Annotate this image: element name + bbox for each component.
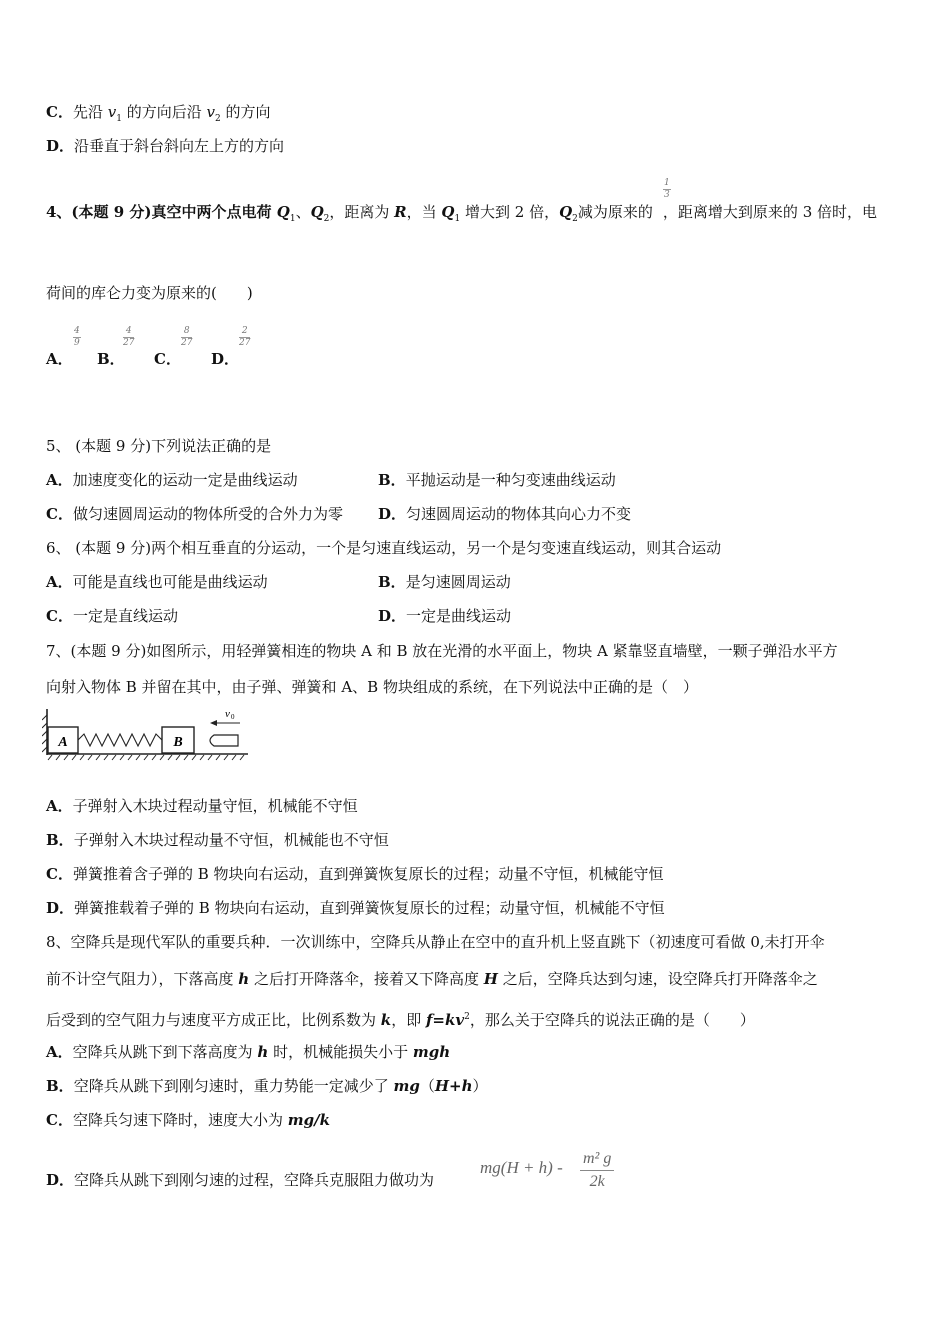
q8-option-d-fraction: m² g 2k (580, 1148, 614, 1193)
spring (78, 734, 162, 746)
q7-option-a: A．子弹射入木块过程动量守恒，机械能不守恒 (46, 797, 358, 815)
q8-option-c: C．空降兵匀速下降时，速度大小为 mg/k (46, 1111, 330, 1129)
q8-stem-line2: 前不计空气阻力），下落高度 h 之后打开降落伞，接着又下降高度 H 之后，空降兵达到匀速，设空降兵打开降落伞之 (46, 970, 818, 988)
velocity-subscript: 0 (231, 713, 235, 721)
q5-option-b: B．平抛运动是一种匀变速曲线运动 (378, 471, 616, 489)
q4-option-a-fraction: $\frac{4}{9}$ (74, 326, 80, 348)
q5-option-c: C．做匀速圆周运动的物体所受的合外力为零 (46, 505, 343, 523)
q8-stem-line3: 后受到的空气阻力与速度平方成正比，比例系数为 k，即 $f=kv^2$，那么关于空降兵的说法正确的是（ ） (46, 1011, 755, 1029)
q4-option-b-fraction: $\frac{4}{27}$ (123, 326, 135, 348)
q4-option-c: C． (154, 350, 181, 368)
q8-option-b: B．空降兵从跳下到刚匀速时，重力势能一定减少了 mg（H+h） (46, 1077, 488, 1095)
q7-option-c: C．弹簧推着含子弹的 B 物块向右运动，直到弹簧恢复原长的过程；动量不守恒，机械能守恒 (46, 865, 664, 883)
q8-option-d: D．空降兵从跳下到刚匀速的过程，空降兵克服阻力做功为 (46, 1171, 435, 1189)
block-a-label: A (58, 735, 68, 750)
q4-option-b: B． (97, 350, 125, 368)
q3-option-d: D．沿垂直于斜台斜向左上方的方向 (46, 137, 285, 155)
q4-stem-line2: 荷间的库仑力变为原来的( ) (46, 284, 253, 302)
q7-option-b: B．子弹射入木块过程动量不守恒，机械能也不守恒 (46, 831, 389, 849)
q7-option-d: D．弹簧推载着子弹的 B 物块向右运动，直到弹簧恢复原长的过程；动量守恒，机械能不守恒 (46, 899, 665, 917)
block-b-label: B (173, 735, 183, 750)
q5-stem: 5、 (本题 9 分)下列说法正确的是 (46, 437, 272, 455)
q8-option-a: A．空降兵从跳下到下落高度为 h 时，机械能损失小于 mgh (46, 1043, 451, 1061)
q4-option-d: D． (211, 350, 240, 368)
q8-stem-line1: 8、空降兵是现代军队的重要兵种．一次训练中，空降兵从静止在空中的直升机上竖直跳下（初速度可看做 0,未打开伞 (46, 933, 825, 951)
bullet (210, 735, 238, 746)
q6-option-b: B．是匀速圆周运动 (378, 573, 511, 591)
q8-option-d-formula: mg(H + h) - (480, 1158, 563, 1177)
q4-option-a: A． (46, 350, 73, 368)
q7-stem-line2: 向射入物体 B 并留在其中，由子弹、弹簧和 A、B 物块组成的系统，在下列说法中正确的是（ ） (46, 678, 698, 696)
q5-option-d: D．匀速圆周运动的物体其向心力不变 (378, 505, 632, 523)
q7-stem-line1: 7、(本题 9 分)如图所示，用轻弹簧相连的物块 A 和 B 放在光滑的水平面上，物块 A 紧靠竖直墙壁，一颗子弹沿水平方 (46, 642, 838, 660)
q3-option-c: C．先沿 $v_1$ 的方向后沿 $v_2$ 的方向 (46, 103, 271, 124)
q6-stem: 6、 (本题 9 分)两个相互垂直的分运动，一个是匀速直线运动，另一个是匀变速直线运动，则其合运动 (46, 539, 722, 557)
q5-option-a: A．加速度变化的运动一定是曲线运动 (46, 471, 298, 489)
q4-stem-line1: 4、(本题 9 分)真空中两个点电荷 $Q_1$、$Q_2$，距离为 R，当 $Q_1$ 增大到 2 倍，$Q_2$减为原来的 ，距离增大到原来的 3 倍时，电 (46, 203, 878, 224)
q6-option-d: D．一定是曲线运动 (378, 607, 512, 625)
q4-option-d-fraction: $\frac{2}{27}$ (239, 326, 251, 348)
q4-fraction-one-third: $\frac{1}{3}$ (664, 178, 670, 200)
q7-figure (42, 705, 252, 763)
q6-option-c: C．一定是直线运动 (46, 607, 178, 625)
q4-option-c-fraction: $\frac{8}{27}$ (181, 326, 193, 348)
velocity-label: v (225, 708, 230, 720)
q6-option-a: A．可能是直线也可能是曲线运动 (46, 573, 268, 591)
